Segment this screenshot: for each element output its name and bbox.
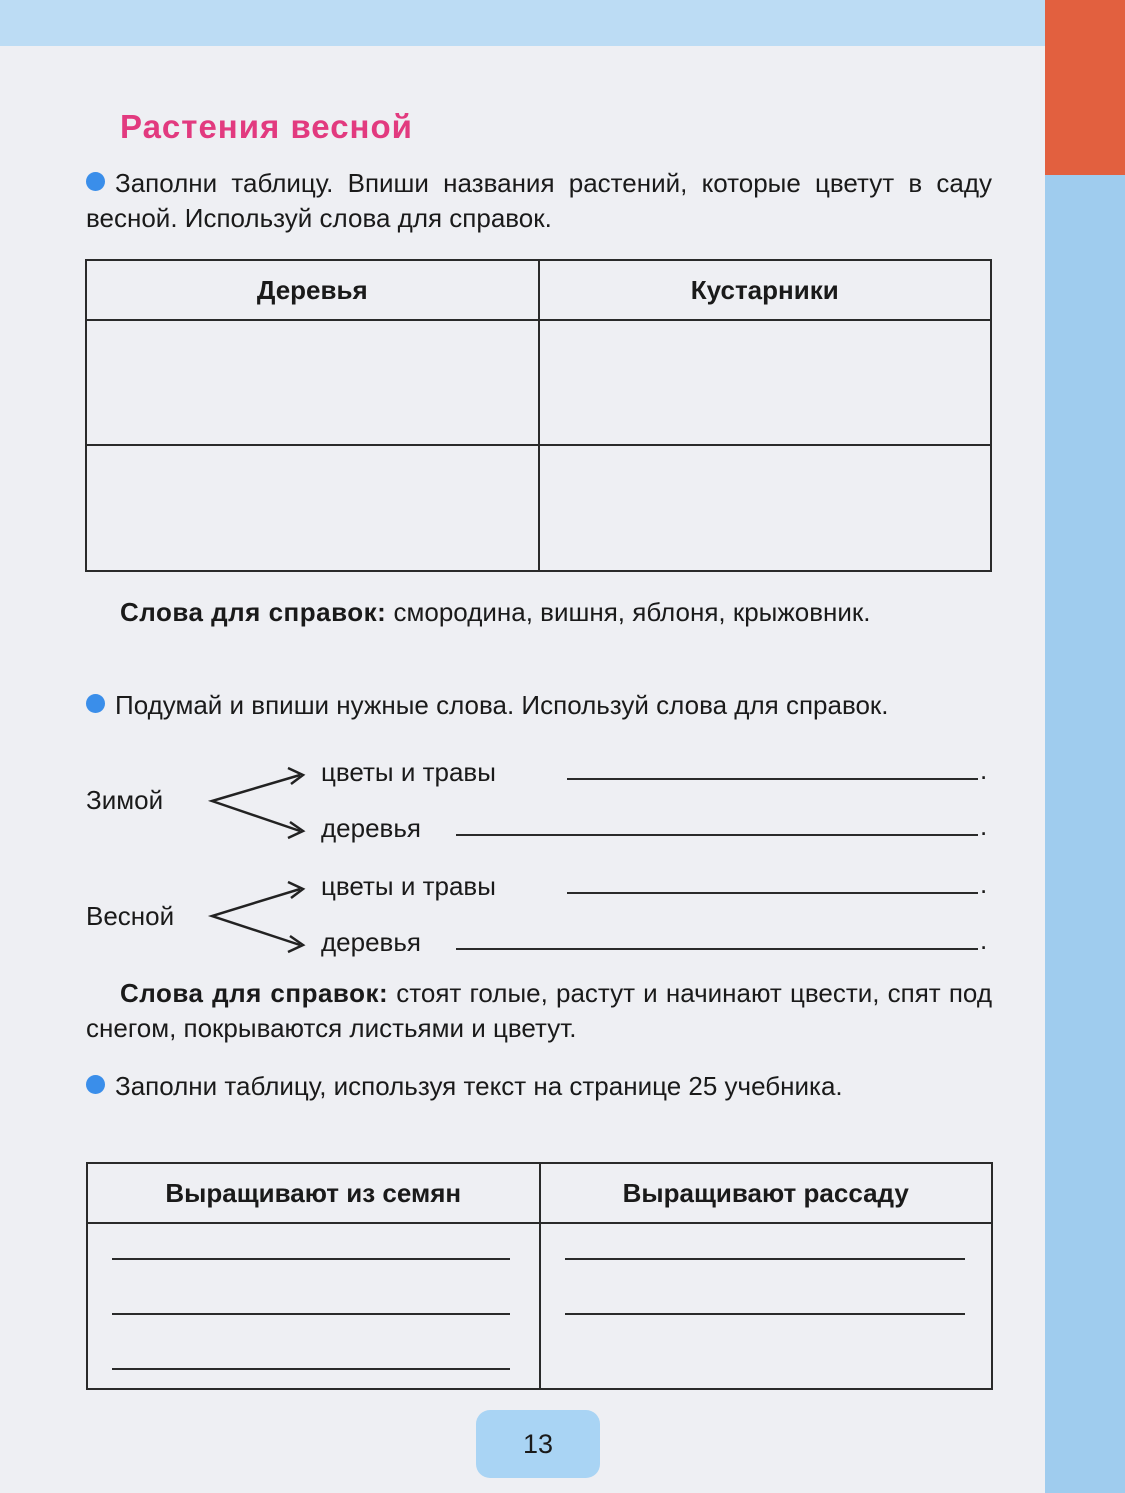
answer-cell[interactable] — [539, 445, 992, 571]
answer-cell[interactable] — [86, 445, 539, 571]
answer-cell[interactable] — [540, 1223, 993, 1389]
answer-line[interactable] — [112, 1368, 510, 1370]
answer-line[interactable] — [567, 778, 978, 780]
task-2-text: Подумай и впиши нужные слова. Используй слова для справок. — [115, 690, 889, 720]
hint-2 — [86, 976, 992, 1046]
answer-line[interactable] — [565, 1313, 965, 1315]
table-header-shrubs: Кустарники — [539, 260, 992, 320]
item-label: деревья — [321, 927, 421, 957]
item-label: цветы и травы — [321, 757, 496, 787]
hint-1-text: смородина, вишня, яблоня, крыжовник. — [393, 597, 871, 627]
side-color-band — [1045, 0, 1125, 1493]
answer-cell[interactable] — [539, 320, 992, 445]
line-period: . — [980, 925, 988, 955]
branch-arrow-icon — [200, 765, 320, 845]
growing-table — [86, 1162, 993, 1390]
answer-line[interactable] — [112, 1258, 510, 1260]
bullet-icon — [86, 1075, 105, 1094]
season-label-spring: Весной — [86, 901, 175, 931]
page-number: 13 — [476, 1410, 600, 1478]
answer-cell[interactable] — [86, 320, 539, 445]
answer-line[interactable] — [112, 1313, 510, 1315]
hint-2-label: Слова для справок: — [120, 978, 389, 1008]
answer-line[interactable] — [456, 948, 978, 950]
page-title: Растения весной — [120, 108, 413, 145]
item-label: деревья — [321, 813, 421, 843]
table-header-seedlings: Выращивают рассаду — [540, 1163, 993, 1223]
hint-2-text: стоят голые, растут и начинают цвести, спят под снегом, покрываются листьями и цветут. — [86, 978, 992, 1043]
task-3-text: Заполни таблицу, используя текст на странице 25 учебника. — [115, 1071, 843, 1101]
answer-cell[interactable] — [87, 1223, 540, 1389]
side-section-tab — [1045, 0, 1125, 175]
line-period: . — [980, 811, 988, 841]
plants-table — [85, 259, 992, 572]
season-label-winter: Зимой — [86, 785, 164, 815]
bullet-icon — [86, 172, 105, 191]
item-label: цветы и травы — [321, 871, 496, 901]
hint-1-label: Слова для справок: — [120, 597, 387, 627]
task-3-instruction — [86, 1069, 992, 1104]
answer-line[interactable] — [456, 834, 978, 836]
answer-line[interactable] — [565, 1258, 965, 1260]
hint-1 — [86, 595, 992, 630]
table-header-from-seeds: Выращивают из семян — [87, 1163, 540, 1223]
branch-arrow-icon — [200, 879, 320, 959]
answer-line[interactable] — [567, 892, 978, 894]
top-color-band — [0, 0, 1045, 46]
bullet-icon — [86, 694, 105, 713]
task-2-instruction — [86, 688, 992, 723]
task-1-text: Заполни таблицу. Впиши названия растений, которые цветут в саду весной. Используй слова для справок. — [86, 168, 992, 233]
task-1-instruction — [86, 166, 992, 236]
line-period: . — [980, 755, 988, 785]
line-period: . — [980, 869, 988, 899]
table-header-trees: Деревья — [86, 260, 539, 320]
